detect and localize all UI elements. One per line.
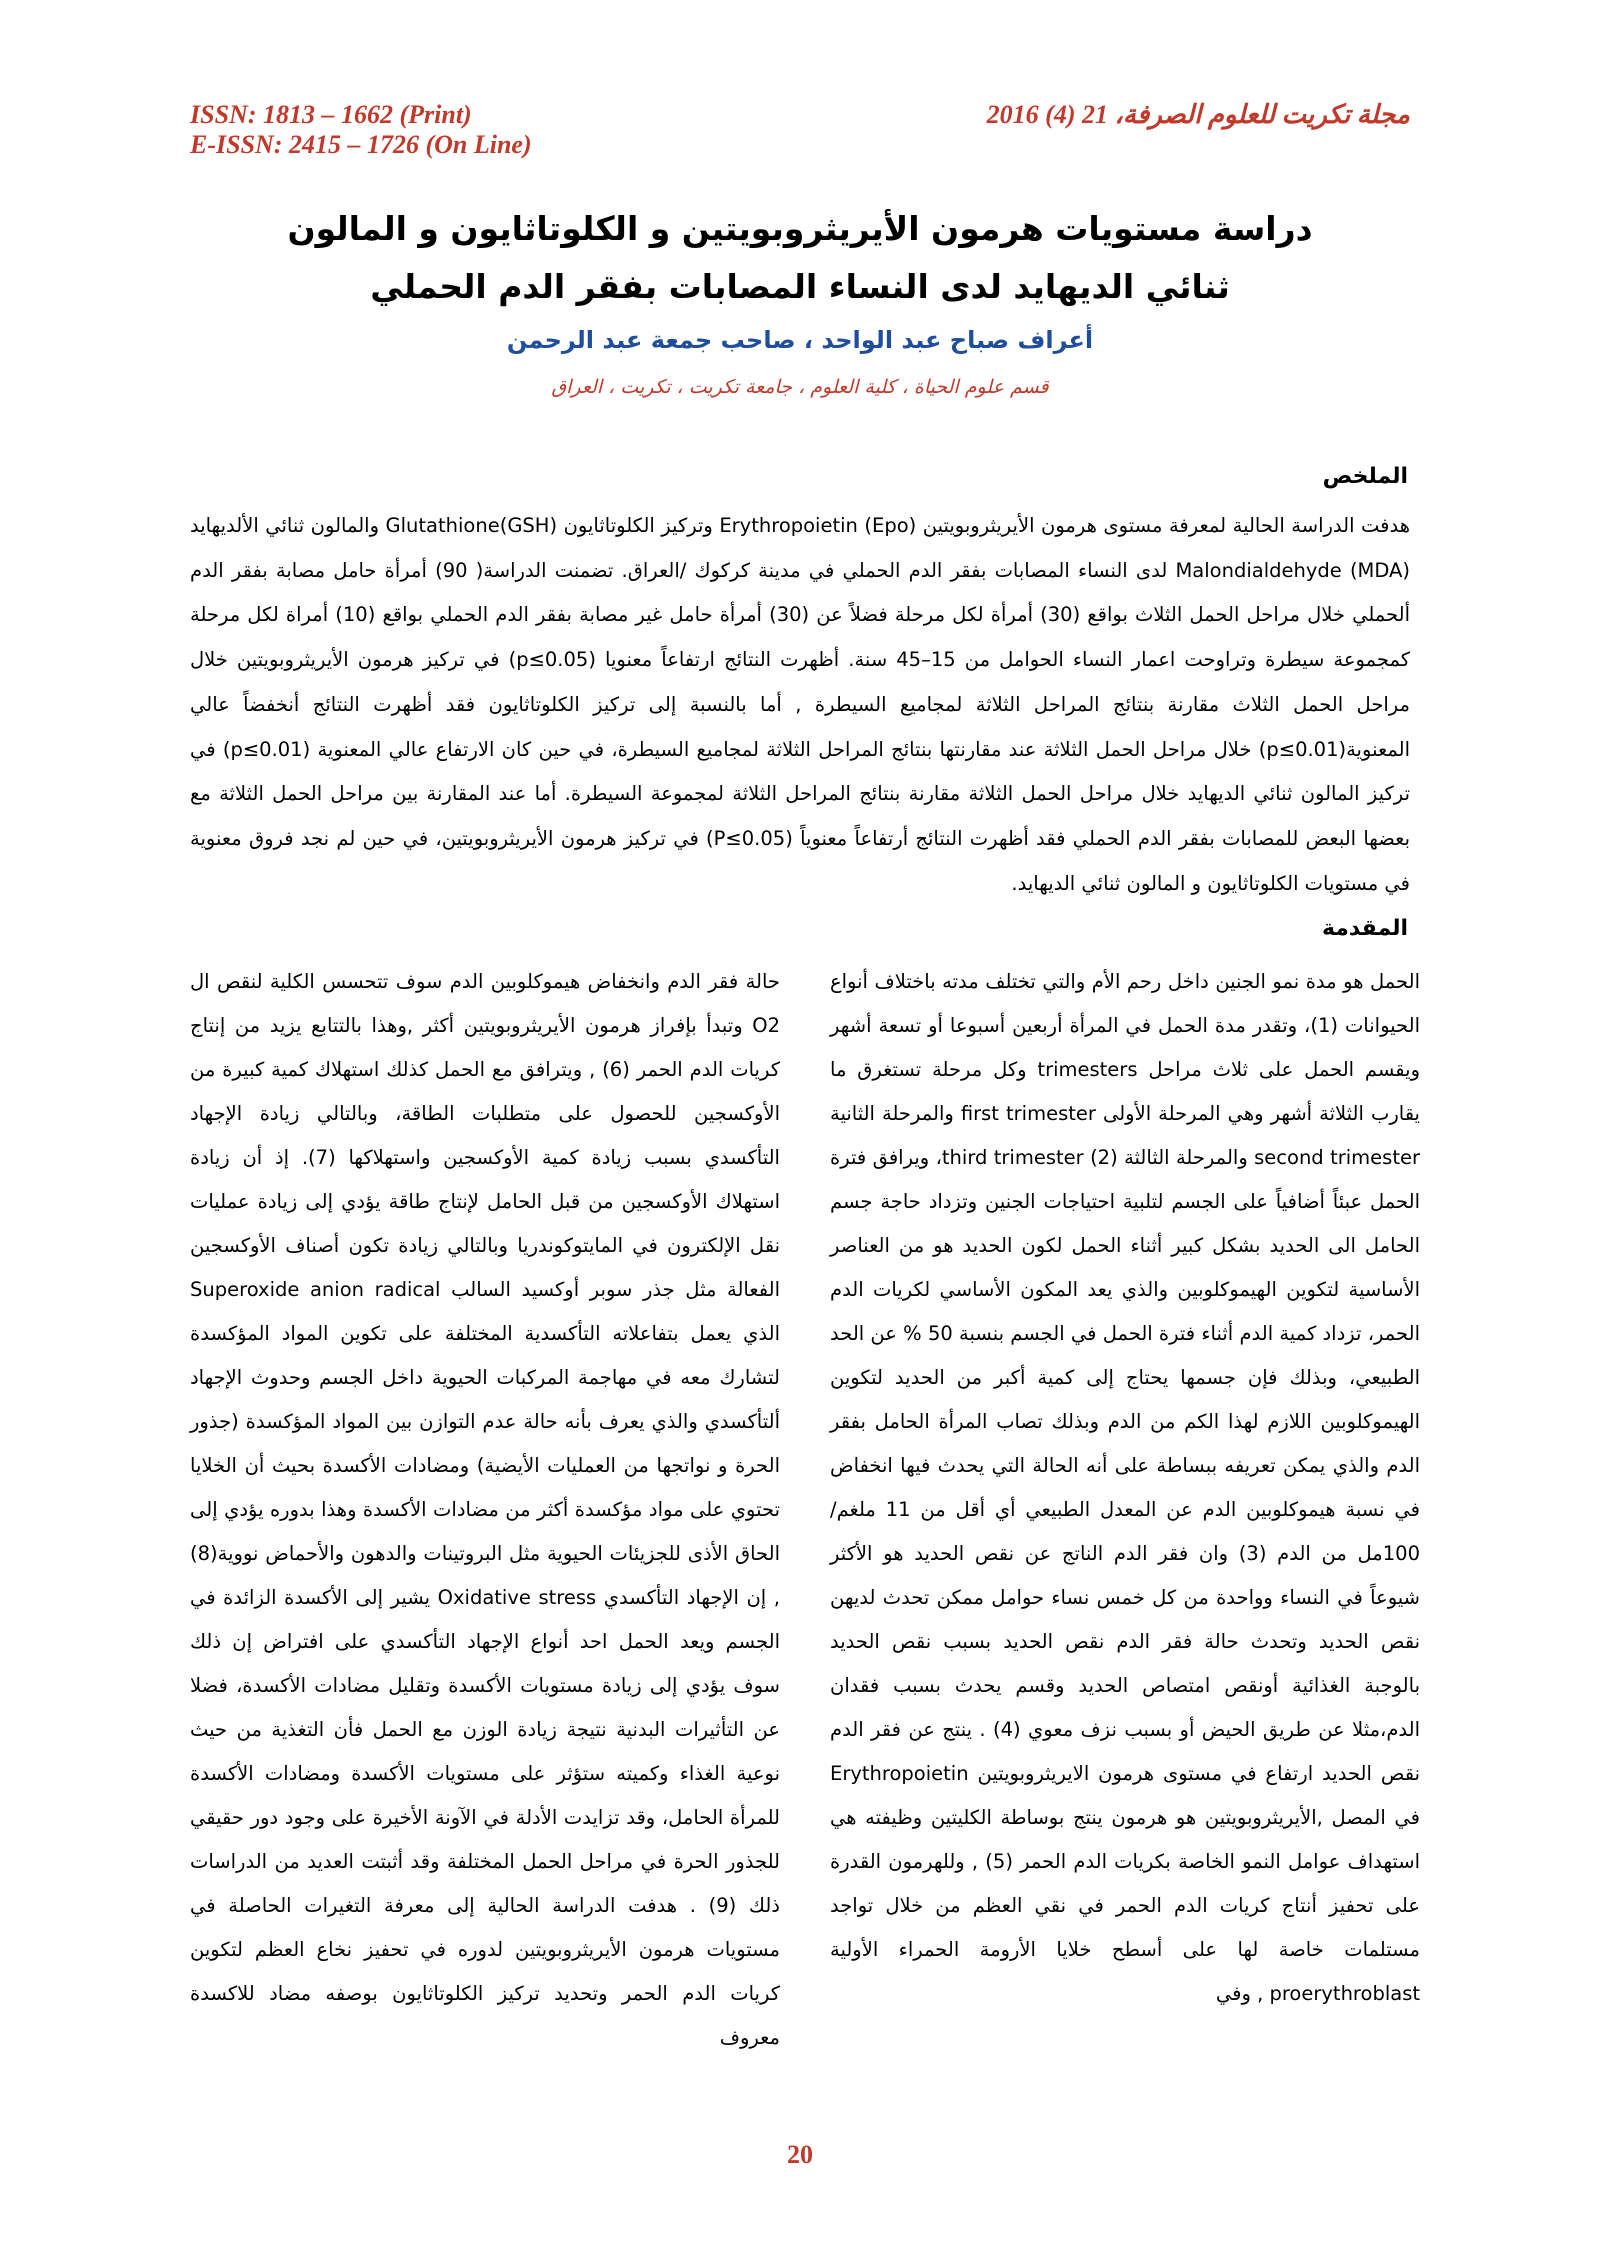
intro-column-left: حالة فقر الدم وانخفاض هيموكلوبين الدم سوف تتحسس الكلية لنقص ال O2 وتبدأ بإفراز هرمون الأيريثروبويتين أكثر ,وهذا بالتتابع يزيد من إنتاج كريات الدم الحمر (6) , ويترافق مع الحمل كذلك استهلاك كمية كبيرة من الأوكسجين للحصول على متطلبات الطاقة، وبالتالي زيادة الإجهاد التأكسدي بسبب زيادة كمية الأوكسجين واستهلاكها (7). إذ أن زيادة استهلاك الأوكسجين من قبل الحامل لإنتاج طاقة يؤدي إلى زيادة عمليات نقل الإلكترون في المايتوكوندريا وبالتالي زيادة تكون أصناف الأوكسجين الفعالة مثل جذر سوبر أوكسيد السالب Superoxide anion radical الذي يعمل بتفاعلاته التأكسدية المختلفة على تكوين المواد المؤكسدة لتشارك معه في مهاجمة المركبات الحيوية داخل الجسم وحدوث الإجهاد ألتأكسدي والذي يعرف بأنه حالة عدم التوازن بين المواد المؤكسدة (جذور الحرة و نواتجها من العمليات الأيضية) ومضادات الأكسدة بحيث أن الخلايا تحتوي على مواد مؤكسدة أكثر من مضادات الأكسدة وهذا بدوره يؤدي إلى الحاق الأذى للجزيئات الحيوية مثل البروتينات والدهون والأحماض نووية(8) , إن الإجهاد التأكسدي Oxidative stress يشير إلى الأكسدة الزائدة في الجسم ويعد الحمل احد أنواع الإجهاد التأكسدي على افتراض إن ذلك سوف يؤدي إلى زيادة مستويات الأكسدة وتقليل مضادات الأكسدة، فضلا عن التأثيرات البدنية نتيجة زيادة الوزن مع الحمل فأن التغذية من حيث نوعية الغذاء وكميته ستؤثر على مستويات الأكسدة ومضادات الأكسدة للمرأة الحامل، وقد تزايدت الأدلة في الآونة الأخيرة على وجود دور حقيقي للجذور الحرة في مراحل الحمل المختلفة وقد أثبتت العديد من الدراسات ذلك (9) . هدفت الدراسة الحالية إلى معرفة التغيرات الحاصلة في مستويات هرمون الأيريثروبويتين لدوره في تحفيز نخاع العظم لتكوين كريات الدم الحمر وتحديد تركيز الكلوتاثايون بوصفه مضاد للاكسدة معروف bbox=[190, 970, 780, 2049]
issn-block bbox=[190, 100, 532, 160]
journal-citation: مجلة تكريت للعلوم الصرفة، 21 (4) 2016 bbox=[986, 100, 1410, 129]
issn-print: ISSN: 1813 – 1662 (Print) bbox=[190, 100, 472, 129]
paper-authors: أعراف صباح عبد الواحد ، صاحب جمعة عبد الرحمن bbox=[506, 326, 1094, 354]
paper-affiliation: قسم علوم الحياة ، كلية العلوم ، جامعة تكريت ، تكريت ، العراق bbox=[551, 376, 1049, 398]
intro-column-right: الحمل هو مدة نمو الجنين داخل رحم الأم والتي تختلف مدته باختلاف أنواع الحيوانات (1)، وتقدر مدة الحمل في المرأة أربعين أسبوعا أو تسعة أشهر ويقسم الحمل على ثلاث مراحل trimesters وكل مرحلة تستغرق ما يقارب الثلاثة أشهر وهي المرحلة الأولى first trimester والمرحلة الثانية second trimester والمرحلة الثالثة third trimester (2)، ويرافق فترة الحمل عبئاً أضافياً على الجسم لتلبية احتياجات الجنين وتزداد حاجة جسم الحامل الى الحديد بشكل كبير أثناء الحمل لكون الحديد هو من العناصر الأساسية لتكوين الهيموكلوبين والذي يعد المكون الأساسي لكريات الدم الحمر، تزداد كمية الدم أثناء فترة الحمل في الجسم بنسبة 50 % عن الحد الطبيعي، وبذلك فإن جسمها يحتاج إلى كمية أكبر من الحديد لتكوين الهيموكلوبين اللازم لهذا الكم من الدم وبذلك تصاب المرأة الحامل بفقر الدم والذي يمكن تعريفه ببساطة على أنه الحالة التي يحدث فيها انخفاض في نسبة هيموكلوبين الدم عن المعدل الطبيعي أي أقل من 11 ملغم/ 100مل من الدم (3) وان فقر الدم الناتج عن نقص الحديد هو الأكثر شيوعاً في النساء وواحدة من كل خمس نساء حوامل ممكن تحدث لديهن نقص الحديد وتحدث حالة فقر الدم نقص الحديد بسبب نقص الحديد بالوجبة الغذائية أونقص امتصاص الحديد وقسم يحدث بسبب فقدان الدم،مثلا عن طريق الحيض أو بسبب نزف معوي (4) . ينتج عن فقر الدم نقص الحديد ارتفاع في مستوى هرمون الايريثروبويتين Erythropoietin في المصل ,الأيريثروبويتين هو هرمون ينتج بوساطة الكليتين وظيفته هي استهداف عوامل النمو الخاصة بكريات الدم الحمر (5) , وللهرمون القدرة على تحفيز أنتاج كريات الدم الحمر في نقي العظم من خلال تواجد مستلمات خاصة لها على أسطح خلايا الأرومة الحمراء الأولية proerythroblast , وفي bbox=[830, 970, 1420, 2005]
abstract-heading: الملخص bbox=[1322, 464, 1408, 489]
issn-online: E-ISSN: 2415 – 1726 (On Line) bbox=[190, 130, 532, 159]
paper-title: دراسة مستويات هرمون الأيريثروبويتين و الكلوتاثايون و المالون ثنائي الديهايد لدى النساء المصابات بفقر الدم الحملي bbox=[287, 209, 1313, 306]
page-number: 20 bbox=[787, 2140, 813, 2169]
intro-heading: المقدمة bbox=[1321, 916, 1408, 941]
abstract-text: هدفت الدراسة الحالية لمعرفة مستوى هرمون الأيريثروبويتين Erythropoietin (Epo) وتركيز الكلوتاثايون Glutathione(GSH) والمالون ثنائي الألديهايد Malondialdehyde (MDA) لدى النساء المصابات بفقر الدم الحملي في مدينة كركوك /العراق. تضمنت الدراسة( 90) أمرأة حامل مصابة بفقر الدم ألحملي خلال مراحل الحمل الثلاث بواقع (30) أمرأة لكل مرحلة فضلاً عن (30) أمرأة حامل غير مصابة بفقر الدم الحملي بواقع (10) أمراة لكل مرحلة كمجموعة سيطرة وتراوحت اعمار النساء الحوامل من 15–45 سنة. أظهرت النتائج ارتفاعاً معنويا (p≤0.05) في تركيز هرمون الأيريثروبويتين خلال مراحل الحمل الثلاث مقارنة بنتائج المراحل الثلاثة لمجاميع السيطرة , أما بالنسبة إلى تركيز الكلوتاثايون فقد أظهرت النتائج أنخفضاً عالي المعنوية(p≤0.01) خلال مراحل الحمل الثلاثة عند مقارنتها بنتائج المراحل الثلاثة لمجاميع السيطرة، في حين كان الارتفاع عالي المعنوية (p≤0.01) في تركيز المالون ثنائي الديهايد خلال مراحل الحمل الثلاثة مقارنة بنتائج المراحل الثلاثة لمجموعة السيطرة. أما عند المقارنة بين مراحل الحمل الثلاثة مع بعضها البعض للمصابات بفقر الدم الحملي فقد أظهرت النتائج أرتفاعاً معنوياً (P≤0.05) في تركيز هرمون الأيريثروبويتين، في حين لم نجد فروق معنوية في مستويات الكلوتاثايون و المالون ثنائي الديهايد. bbox=[190, 514, 1411, 895]
